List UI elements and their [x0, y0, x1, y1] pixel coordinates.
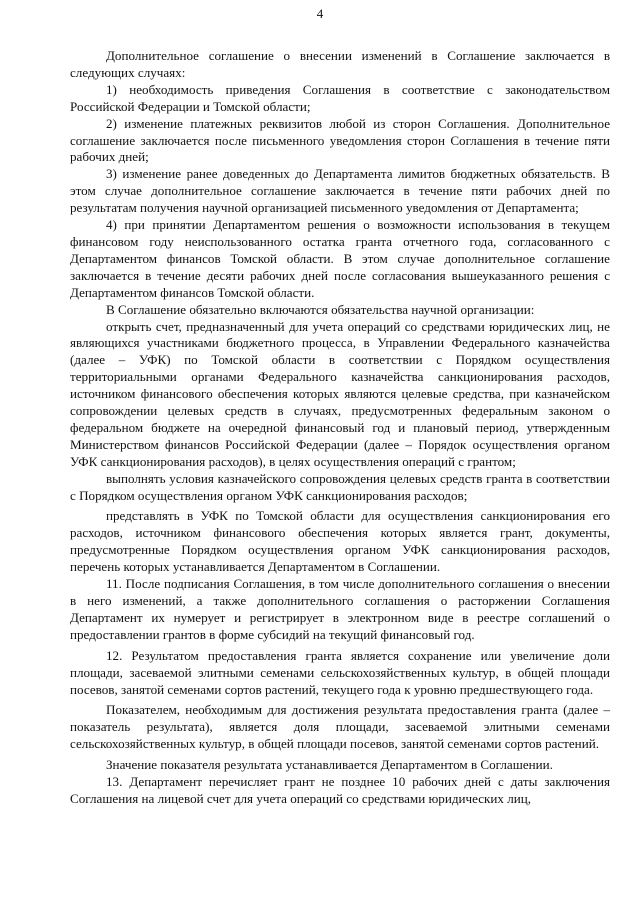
document-body [70, 48, 610, 808]
page-number: 4 [316, 6, 324, 21]
paragraph-section-12: 12. Результатом предоставления гранта является сохранение или увеличение доли площади, засеваемой элитными семенами сельскохозяйственных культур, в общей площади посевов, занятой семенами сортов растений, текущего года к уровню предшествующего года. [70, 647, 610, 697]
paragraph-section-13: 13. Департамент перечисляет грант не позднее 10 рабочих дней с даты заключения Соглашения на лицевой счет для учета операций со средствами юридических лиц, [70, 774, 610, 806]
paragraph-obligations-intro: В Соглашение обязательно включаются обязательства научной организации: [106, 301, 535, 317]
paragraph-case-4: 4) при принятии Департаментом решения о возможности использования в текущем финансовом году неиспользованного остатка гранта отчетного года, согласованного с Департаментом финансов Томской области. В этом случае дополнительное соглашение заключается в течение десяти рабочих дней после согласования вышеуказанного решения с Департаментом финансов Томской области. [70, 217, 610, 300]
paragraph-indicator: Показателем, необходимым для достижения результата предоставления гранта (далее – показатель результата), является доля площади, засеваемой элитными семенами сельскохозяйственных культур, в общей площади посевов, занятой семенами сортов растений. [70, 702, 610, 752]
paragraph-section-11: 11. После подписания Соглашения, в том числе дополнительного соглашения о внесении в него изменений, а также дополнительного соглашения о расторжении Соглашения Департамент их нумерует и регистрирует в электронном виде в реестре соглашений о предоставлении грантов в форме субсидий на текущий финансовый год. [70, 576, 610, 642]
paragraph-intro: Дополнительное соглашение о внесении изменений в Соглашение заключается в следующих случаях: [70, 48, 610, 80]
paragraph-submit-documents: представлять в УФК по Томской области для осуществления санкционирования его расходов, источником финансового обеспечения которых является грант, документы, предусмотренные Порядком осуществления органом УФК санкционирования расходов, перечень которых устанавливается Департаментом в Соглашении. [70, 508, 610, 575]
paragraph-open-account: открыть счет, предназначенный для учета операций со средствами юридических лиц, не являющихся участниками бюджетного процесса, в Управлении Федерального казначейства (далее – УФК) по Томской области в соответствии с Порядком осуществления территориальными органами Федерального казначейства санкционирования расходов, источником финансового обеспечения которых являются целевые средства, при казначейском сопровождении целевых средств в случаях, предусмотренных федеральным законом о федеральном бюджете на очередной финансовый год и плановый период, утвержденным Министерством финансов Российской Федерации (далее – Порядок осуществления органом УФК санкционирования расходов), в целях осуществления операций с грантом; [70, 318, 610, 469]
paragraph-case-2: 2) изменение платежных реквизитов любой из сторон Соглашения. Дополнительное соглашение заключается после письменного уведомления сторон Соглашения в течение пяти рабочих дней; [70, 115, 610, 165]
paragraph-treasury-conditions: выполнять условия казначейского сопровождения целевых средств гранта в соответствии с Порядком осуществления органом УФК санкционирования расходов; [70, 470, 610, 503]
paragraph-indicator-value: Значение показателя результата устанавливается Департаментом в Соглашении. [106, 757, 553, 773]
paragraph-case-3: 3) изменение ранее доведенных до Департамента лимитов бюджетных обязательств. В этом случае дополнительное соглашение заключается в течение пяти рабочих дней по результатам получения научной организацией письменного уведомления от Департамента; [70, 166, 610, 216]
paragraph-case-1: 1) необходимость приведения Соглашения в соответствие с законодательством Российской Федерации и Томской области; [70, 81, 610, 114]
